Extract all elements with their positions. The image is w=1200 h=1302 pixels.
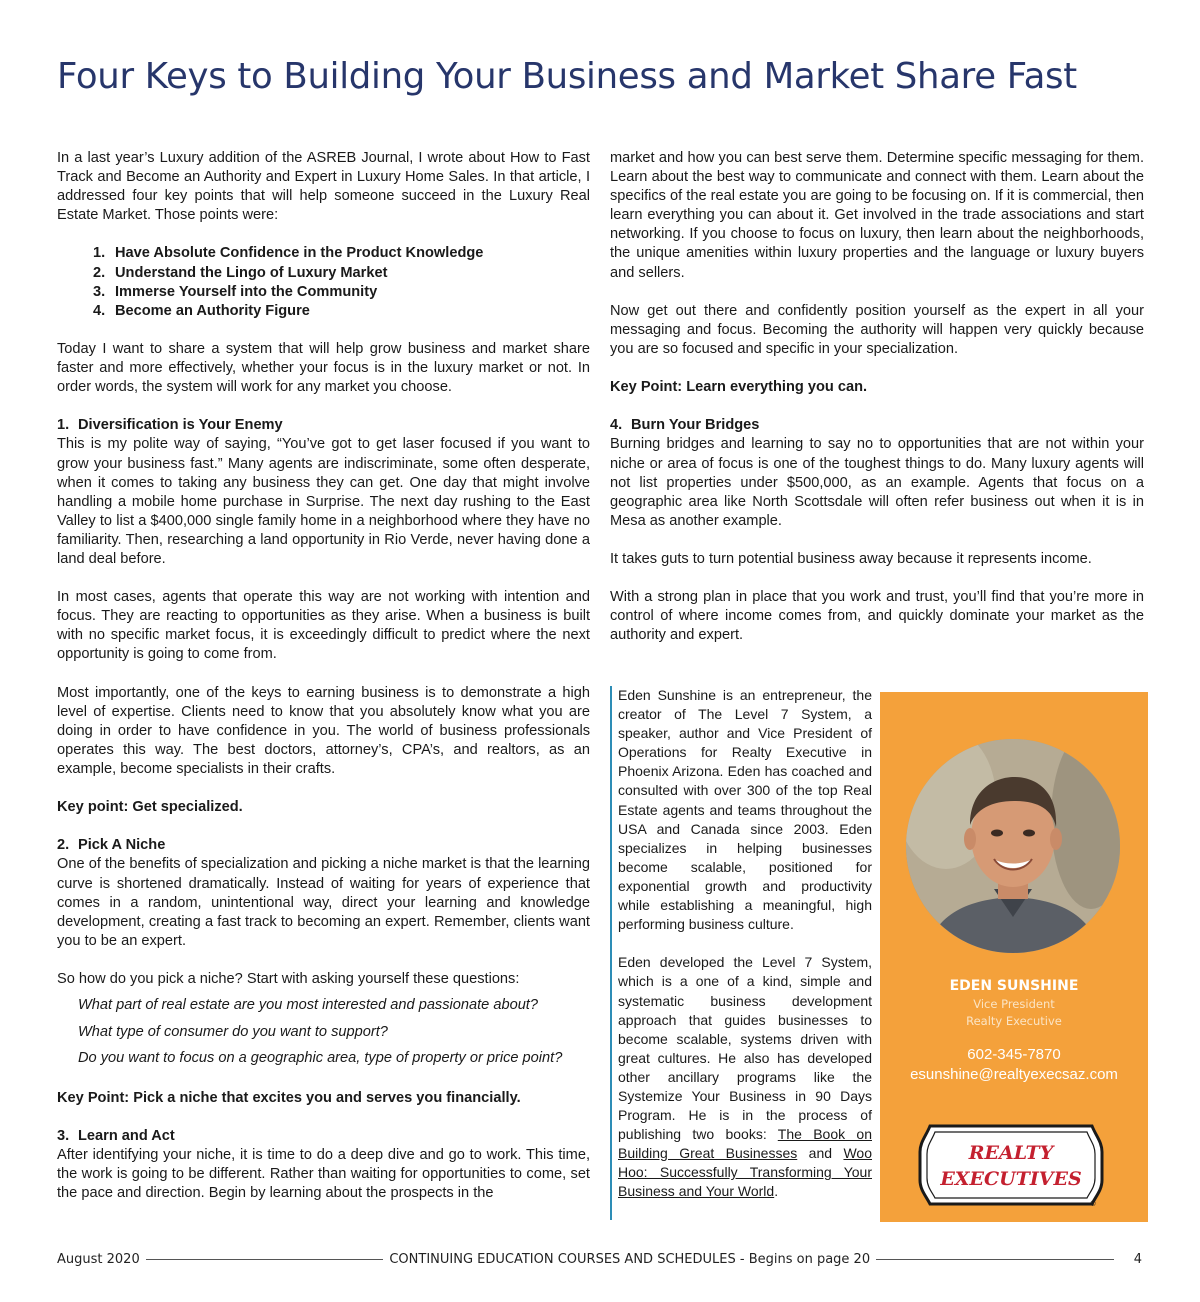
- bio-paragraph: Eden Sunshine is an entrepreneur, the creator of The Level 7 System, a speaker, author and Vice President of Operations for Realty Executive in Phoenix Arizona. Eden has coached and consulted with over 300 of the top Real Estate agents and teams throughout the USA and Canada since 2003. Eden specializes in helping businesses become scalable, positioned for exponential growth and productivity while establishing a meaningful, high performing business culture.: [618, 687, 872, 933]
- body-paragraph: After identifying your niche, it is time to do a deep dive and go to work. This time, the work is going to be different. Rather than waiting for opportunities to come, set the pace and direction. Begin by learning about the prospects in the: [57, 1146, 590, 1202]
- key-point: Key point: Get specialized.: [57, 799, 243, 816]
- body-paragraph: So how do you pick a niche? Start with asking yourself these questions:: [57, 971, 520, 988]
- logo-line2: EXECUTIVES: [940, 1168, 1082, 1190]
- body-paragraph: One of the benefits of specialization and picking a niche market is that the learning curve is shortened dramatically. Instead of waiting for years of experience that comes in a random, unintentional way, direct your learning and knowledge development, creating a fast track to becoming an expert. Remember, clients want you to be an expert.: [57, 856, 590, 949]
- footer-rule: [876, 1259, 1114, 1260]
- author-photo: [906, 739, 1120, 953]
- article-title: Four Keys to Building Your Business and Market Share Fast: [57, 56, 1077, 97]
- page-footer: [57, 1249, 1142, 1269]
- four-keys-list: [57, 244, 590, 320]
- section-heading-niche: 2. Pick A Niche: [57, 837, 166, 854]
- bio-paragraph: Eden developed the Level 7 System, which is a one of a kind, simple and systematic business development approach that guides businesses to become scalable, systems driven with great cultures. He also has developed other ancillary programs like the Systemize Your Business in 90 Days Program. He is in the process of publishing two books: The Book on Building Great Businesses and Woo Hoo: Successfully Transforming Your Business and Your World.: [618, 954, 873, 1200]
- body-paragraph: This is my polite way of saying, “You’ve got to get laser focused if you want to grow your business fast.” Many agents are indiscriminate, some often desperate, when it comes to taking any business they can get. One day that might involve handling a mobile home purchase in Surprise. The next day rushing to the East Valley to list a $400,000 single family home in a neighborhood where they have no familiarity. Then, researching a land opportunity in Rio Verde, never having done a land deal before.: [57, 436, 590, 567]
- body-paragraph: market and how you can best serve them. Determine specific messaging for them. Learn about the best way to communicate and connect with them. Learn about the specifics of the real estate you are going to be focusing on. If it is commercial, then learn everything you can about it. Get involved in the trade associations and start networking. If you choose to focus on luxury, then learn about the neighborhoods, the unique amenities within luxury properties and the language or luxury buyers and sellers.: [610, 150, 1144, 281]
- niche-questions: [57, 992, 590, 1072]
- today-paragraph: Today I want to share a system that will help grow business and market share faster and more effectively, whether your focus is in the luxury market or not. In order words, the system will work for any market you choose.: [57, 340, 590, 396]
- author-card: [880, 692, 1148, 1222]
- key-point: Key Point: Pick a niche that excites you and serves you financially.: [57, 1089, 521, 1106]
- card-name: EDEN SUNSHINE: [949, 978, 1079, 994]
- author-bio: [610, 686, 872, 1220]
- section-heading-burn: 4. Burn Your Bridges: [610, 417, 760, 434]
- right-column: [610, 149, 1144, 645]
- footer-rule: [146, 1259, 384, 1260]
- book-link-woo-hoo[interactable]: Woo Hoo: Successfully Transforming Your Business and Your World: [618, 1145, 873, 1200]
- section-heading-diversification: 1. Diversification is Your Enemy: [57, 417, 283, 434]
- intro-paragraph: In a last year’s Luxury addition of the ASREB Journal, I wrote about How to Fast Track and Become an Authority and Expert in Luxury Home Sales. In that article, I addressed four key points that will help someone succeed in the Luxury Real Estate Market. Those points were:: [57, 150, 590, 224]
- footer-date: August 2020: [57, 1251, 140, 1267]
- card-email[interactable]: esunshine@realtyexecsaz.com: [910, 1066, 1118, 1083]
- key-item: 2. Understand the Lingo of Luxury Market: [93, 264, 388, 281]
- realty-executives-logo: [916, 1122, 1106, 1208]
- footer-promo: CONTINUING EDUCATION COURSES AND SCHEDULES - Begins on page 20: [389, 1251, 871, 1267]
- card-role: Vice President: [973, 997, 1055, 1011]
- body-paragraph: Burning bridges and learning to say no to opportunities that are not within your niche or area of focus is one of the toughest things to do. Many luxury agents will not list properties under $500,000, as an example. Agents that focus on a geographic area like North Scottsdale will often refer business out when it is in Mesa as another example.: [610, 436, 1144, 529]
- body-paragraph: Most importantly, one of the keys to earning business is to demonstrate a high level of expertise. Clients need to know that you absolutely know what you are doing in order to have confidence in you. The world of business professionals operates this way. The best doctors, attorney’s, CPA’s, and realtors, as an example, become specialists in their crafts.: [57, 684, 590, 777]
- key-item: 3. Immerse Yourself into the Community: [93, 283, 378, 300]
- question: Do you want to focus on a geographic area, type of property or price point?: [78, 1050, 563, 1067]
- key-item: 1. Have Absolute Confidence in the Product Knowledge: [93, 245, 484, 262]
- body-paragraph: In most cases, agents that operate this way are not working with intention and focus. They are reacting to opportunities as they arise. When a business is built with no specific market focus, it is exceedingly difficult to predict where the next opportunity is going to come from.: [57, 589, 590, 663]
- logo-line1: REALTY: [968, 1142, 1054, 1164]
- key-item: 4. Become an Authority Figure: [93, 302, 310, 319]
- key-point: Key Point: Learn everything you can.: [610, 379, 868, 396]
- body-paragraph: Now get out there and confidently position yourself as the expert in all your messaging and focus. Becoming the authority will happen very quickly because you are so focused and specific in your specialization.: [610, 302, 1144, 357]
- left-column: [57, 149, 590, 1203]
- logo-mark: ®: [1089, 1200, 1097, 1208]
- card-phone: 602-345-7870: [967, 1046, 1061, 1063]
- card-company: Realty Executive: [966, 1014, 1062, 1028]
- question: What part of real estate are you most interested and passionate about?: [78, 997, 538, 1014]
- book-link-great-businesses[interactable]: The Book on Building Great Businesses: [618, 1126, 872, 1162]
- question: What type of consumer do you want to support?: [78, 1023, 388, 1040]
- body-paragraph: It takes guts to turn potential business away because it represents income.: [610, 550, 1092, 567]
- page-number: 4: [1133, 1251, 1142, 1267]
- body-paragraph: With a strong plan in place that you work and trust, you’ll find that you’re more in control of where income comes from, and quickly dominate your market as the authority and expert.: [610, 589, 1144, 644]
- section-heading-learn: 3. Learn and Act: [57, 1127, 175, 1144]
